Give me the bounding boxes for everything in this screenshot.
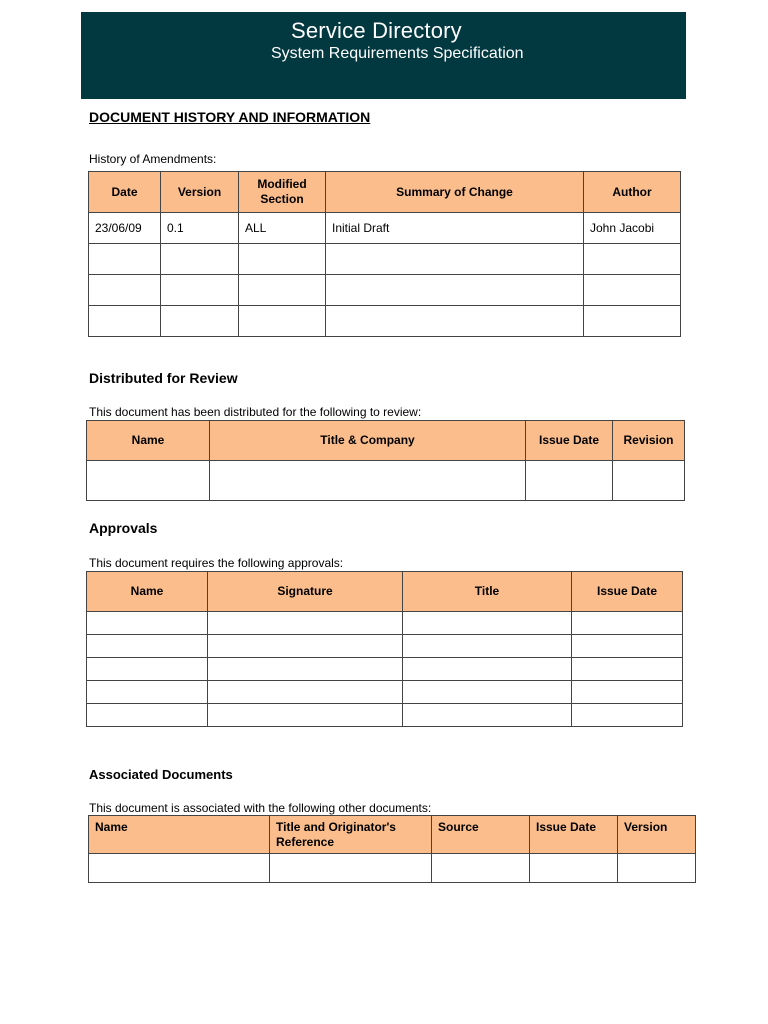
history-caption: History of Amendments: bbox=[89, 152, 217, 166]
table-cell: 0.1 bbox=[161, 213, 239, 244]
table-cell bbox=[89, 854, 270, 883]
approvals-table bbox=[86, 571, 683, 727]
table-cell bbox=[572, 681, 683, 704]
table-cell bbox=[403, 612, 572, 635]
table-row bbox=[87, 658, 683, 681]
table-cell: John Jacobi bbox=[584, 213, 681, 244]
column-header: Title & Company bbox=[210, 421, 526, 461]
table-cell bbox=[530, 854, 618, 883]
approvals-heading: Approvals bbox=[89, 520, 158, 536]
associated-documents-table bbox=[88, 815, 696, 883]
review-heading: Distributed for Review bbox=[89, 370, 238, 386]
table-cell bbox=[584, 275, 681, 306]
table-row bbox=[89, 213, 681, 244]
table-cell bbox=[161, 275, 239, 306]
table-cell bbox=[87, 612, 208, 635]
history-heading: DOCUMENT HISTORY AND INFORMATION bbox=[89, 109, 371, 125]
table-cell bbox=[89, 275, 161, 306]
associated-heading: Associated Documents bbox=[89, 767, 233, 782]
document-title: Service Directory bbox=[291, 18, 462, 43]
column-header: Issue Date bbox=[572, 572, 683, 612]
table-cell bbox=[326, 275, 584, 306]
column-header: Name bbox=[89, 816, 270, 854]
table-cell bbox=[239, 244, 326, 275]
column-header: Author bbox=[584, 172, 681, 213]
table-cell bbox=[526, 461, 613, 501]
table-cell bbox=[208, 658, 403, 681]
associated-caption: This document is associated with the following other documents: bbox=[89, 801, 432, 815]
approvals-caption: This document requires the following approvals: bbox=[89, 556, 344, 570]
column-header: Modified Section bbox=[239, 172, 326, 213]
amendments-table bbox=[88, 171, 681, 337]
column-header: Name bbox=[87, 572, 208, 612]
table-row bbox=[87, 461, 685, 501]
review-caption: This document has been distributed for the following to review: bbox=[89, 405, 422, 419]
column-header: Source bbox=[432, 816, 530, 854]
table-cell bbox=[403, 704, 572, 727]
table-cell bbox=[161, 244, 239, 275]
column-header: Revision bbox=[613, 421, 685, 461]
table-cell: 23/06/09 bbox=[89, 213, 161, 244]
table-cell bbox=[618, 854, 696, 883]
table-row bbox=[87, 681, 683, 704]
table-header-row bbox=[87, 421, 685, 461]
column-header: Version bbox=[618, 816, 696, 854]
table-cell bbox=[403, 681, 572, 704]
table-row bbox=[87, 612, 683, 635]
table-cell bbox=[572, 704, 683, 727]
table-cell bbox=[161, 306, 239, 337]
table-header-row bbox=[89, 172, 681, 213]
table-cell bbox=[87, 461, 210, 501]
document-subtitle: System Requirements Specification bbox=[271, 45, 524, 62]
table-row bbox=[89, 275, 681, 306]
table-cell bbox=[208, 612, 403, 635]
table-cell bbox=[208, 704, 403, 727]
column-header: Title bbox=[403, 572, 572, 612]
table-cell bbox=[239, 275, 326, 306]
column-header: Issue Date bbox=[526, 421, 613, 461]
review-table bbox=[86, 420, 685, 501]
table-cell bbox=[270, 854, 432, 883]
document-banner bbox=[81, 12, 686, 99]
table-cell bbox=[87, 681, 208, 704]
table-cell bbox=[239, 306, 326, 337]
table-cell bbox=[87, 635, 208, 658]
column-header: Version bbox=[161, 172, 239, 213]
table-row bbox=[89, 854, 696, 883]
table-cell bbox=[572, 612, 683, 635]
table-row bbox=[87, 635, 683, 658]
table-cell bbox=[572, 635, 683, 658]
table-cell bbox=[572, 658, 683, 681]
column-header: Issue Date bbox=[530, 816, 618, 854]
table-header-row bbox=[87, 572, 683, 612]
column-header: Title and Originator's Reference bbox=[270, 816, 432, 854]
table-header-row bbox=[89, 816, 696, 854]
column-header: Name bbox=[87, 421, 210, 461]
table-cell: ALL bbox=[239, 213, 326, 244]
table-row bbox=[89, 306, 681, 337]
table-cell bbox=[87, 704, 208, 727]
table-row bbox=[89, 244, 681, 275]
table-cell bbox=[208, 681, 403, 704]
table-cell bbox=[326, 306, 584, 337]
table-cell bbox=[403, 635, 572, 658]
table-cell bbox=[210, 461, 526, 501]
table-cell bbox=[403, 658, 572, 681]
table-cell bbox=[87, 658, 208, 681]
table-cell bbox=[326, 244, 584, 275]
table-cell bbox=[584, 306, 681, 337]
table-cell bbox=[584, 244, 681, 275]
table-cell bbox=[432, 854, 530, 883]
column-header: Signature bbox=[208, 572, 403, 612]
column-header: Date bbox=[89, 172, 161, 213]
table-cell bbox=[89, 306, 161, 337]
column-header: Summary of Change bbox=[326, 172, 584, 213]
table-cell bbox=[613, 461, 685, 501]
table-cell bbox=[89, 244, 161, 275]
table-cell bbox=[208, 635, 403, 658]
table-row bbox=[87, 704, 683, 727]
table-cell: Initial Draft bbox=[326, 213, 584, 244]
